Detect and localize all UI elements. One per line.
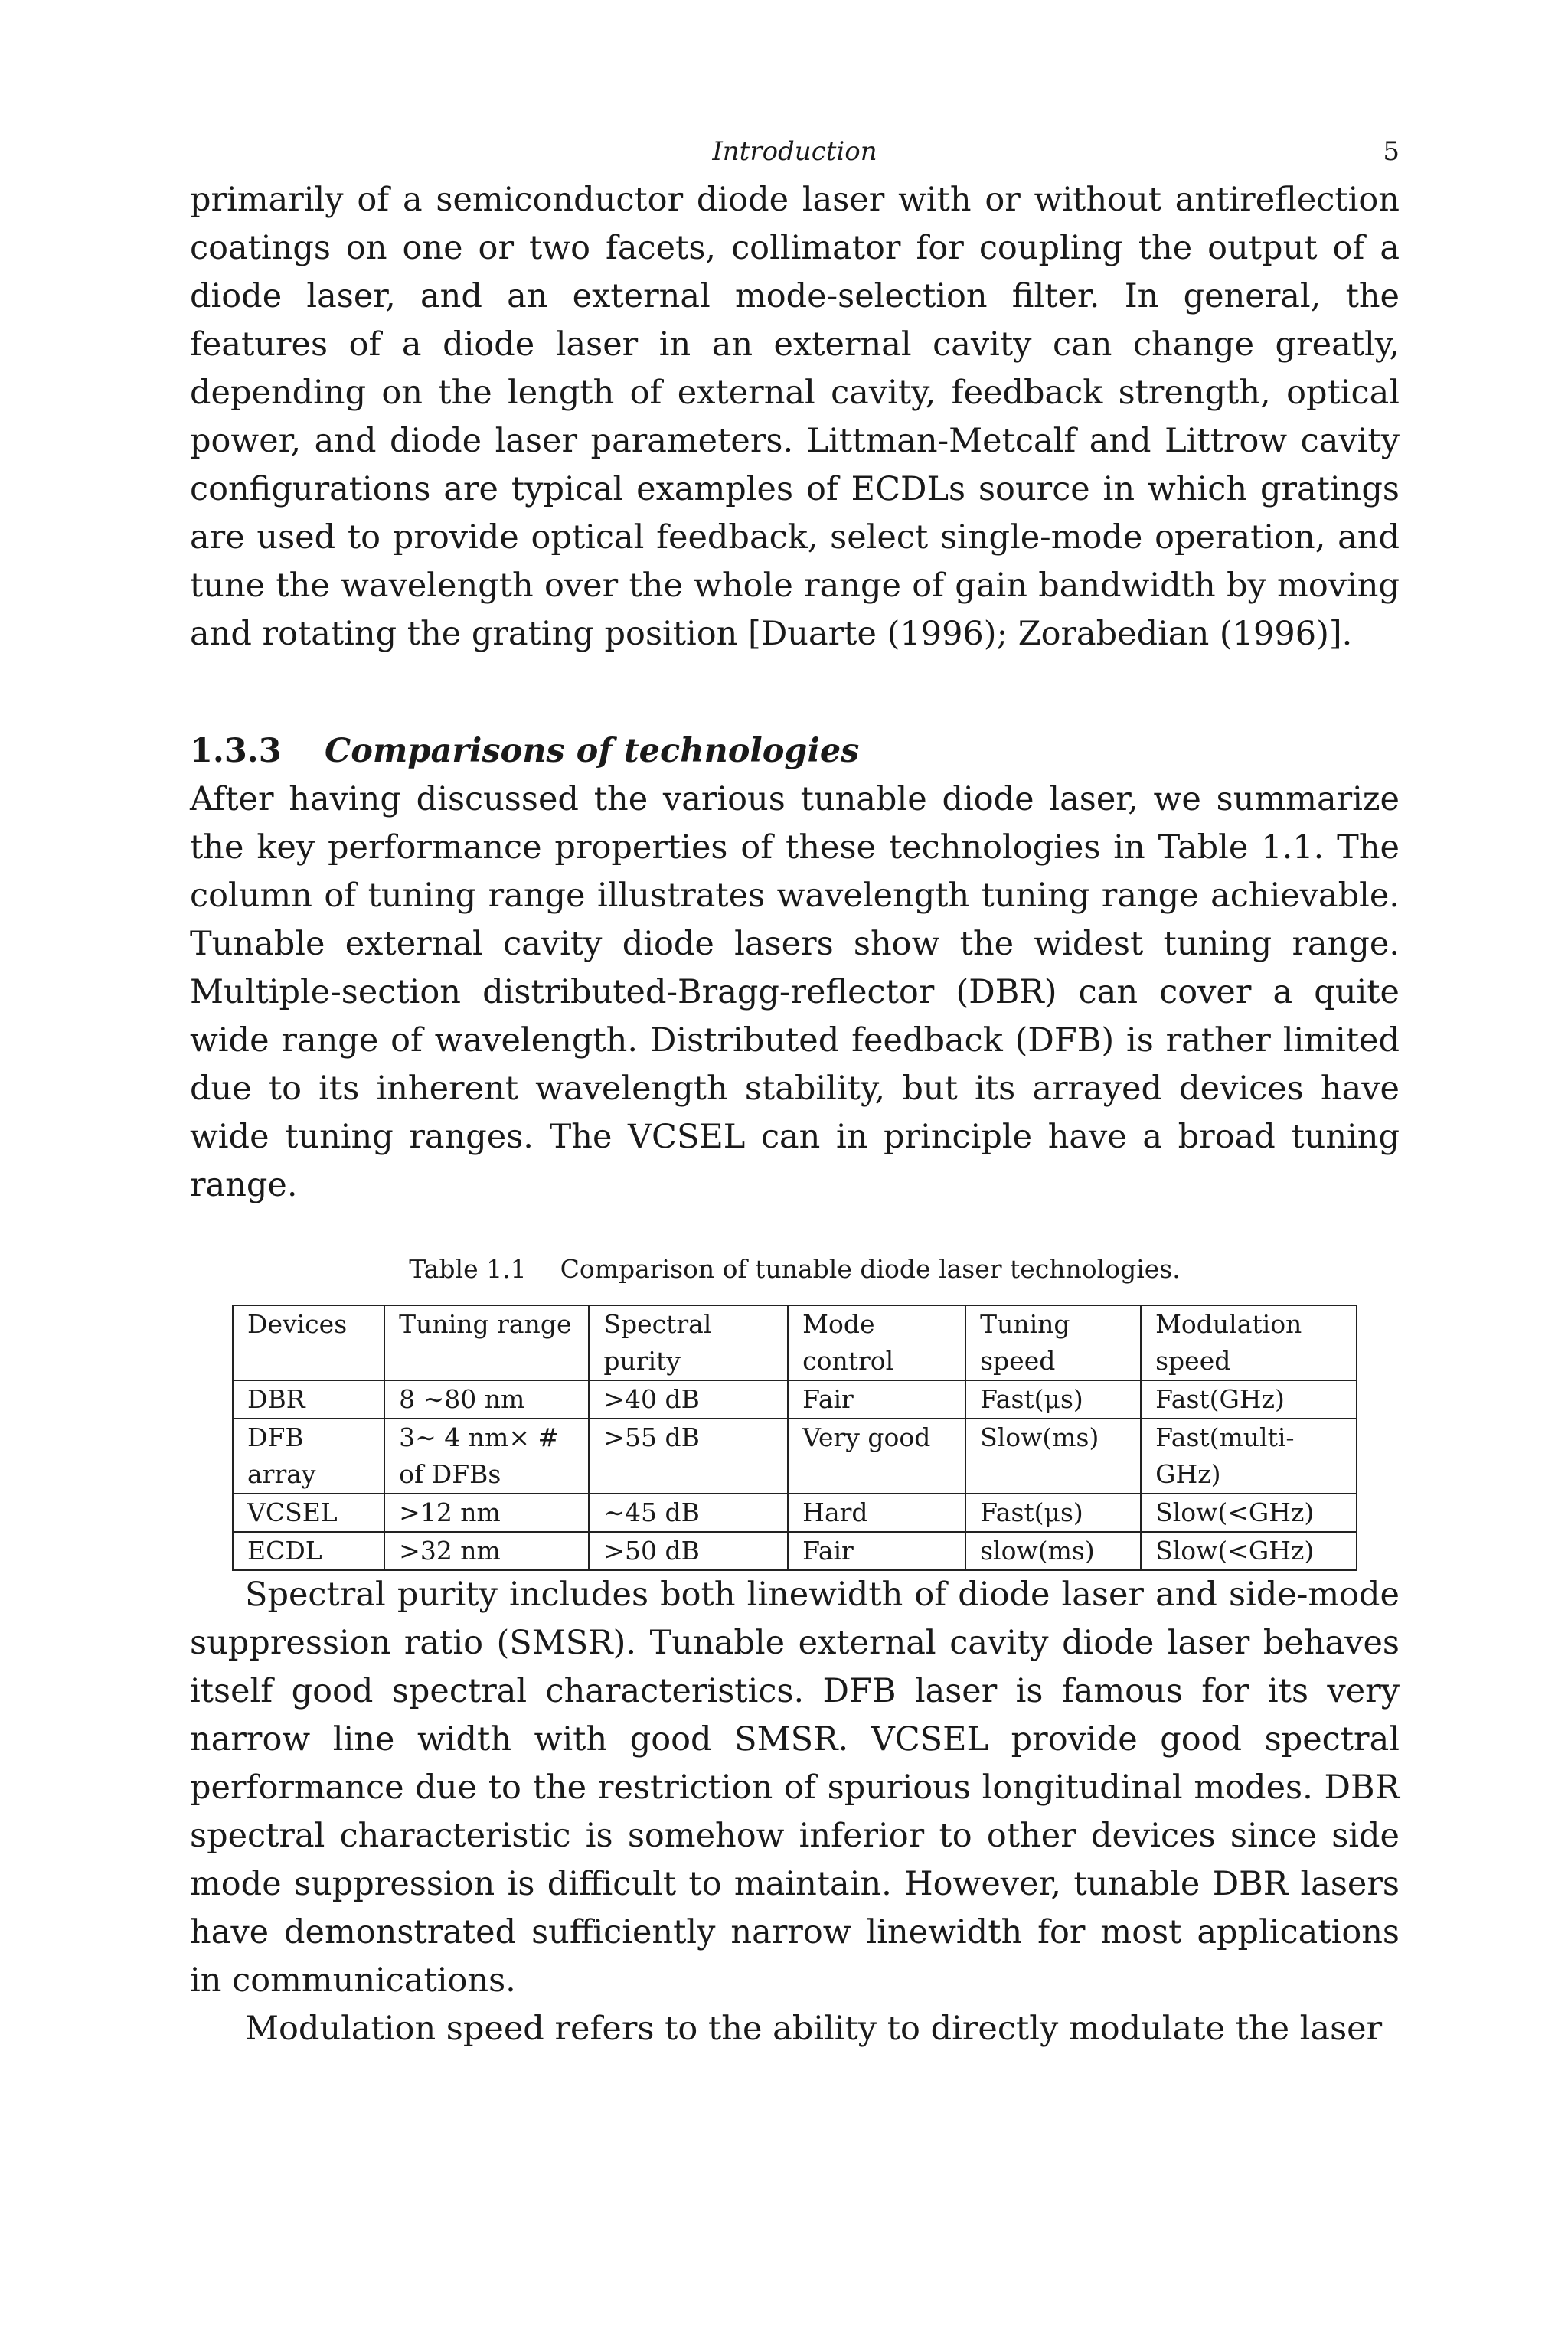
- header-devices: Devices: [233, 1305, 384, 1380]
- table-cell: VCSEL: [233, 1494, 384, 1532]
- header-tuning-range: Tuning range: [384, 1305, 589, 1380]
- header-mode-control: Mode control: [788, 1305, 965, 1380]
- table-cell: Fast(μs): [965, 1494, 1141, 1532]
- table-row: [233, 1380, 1357, 1419]
- table-cell: Slow(<GHz): [1141, 1532, 1357, 1570]
- page: [190, 130, 1400, 2053]
- table-caption-label: Table 1.1: [409, 1254, 527, 1284]
- paragraph-modulation-speed: Modulation speed refers to the ability to directly modulate the laser: [245, 2010, 1383, 2048]
- table-header-row: [233, 1305, 1357, 1380]
- table-cell: >55 dB: [589, 1419, 788, 1494]
- table-caption-text: Comparison of tunable diode laser technologies.: [560, 1254, 1181, 1284]
- table-cell: Slow(ms): [965, 1419, 1141, 1494]
- running-head-title: Introduction: [712, 136, 877, 167]
- paragraph-ecdl-description: primarily of a semiconductor diode laser with or without antireflection coatings on one or two facets, collimator for coupling the output of a diode laser, and an external mode-selection filter. In general, the features of a diode laser in an external cavity can change greatly, depending on the length of external cavity, feedback strength, optical power, and diode laser parameters. Littman-Metcalf and Littrow cavity configurations are typical examples of ECDLs source in which gratings are used to provide optical feedback, select single-mode operation, and tune the wavelength over the whole range of gain bandwidth by moving and rotating the grating position [Duarte (1996); Zorabedian (1996)].: [190, 181, 1400, 653]
- table-row: [233, 1419, 1357, 1494]
- table-cell: slow(ms): [965, 1532, 1141, 1570]
- header-spectral-purity: Spectral purity: [589, 1305, 788, 1380]
- table-cell: Very good: [788, 1419, 965, 1494]
- table-cell: Hard: [788, 1494, 965, 1532]
- table-cell: >32 nm: [384, 1532, 589, 1570]
- table-cell: Fair: [788, 1532, 965, 1570]
- table-cell: Slow(<GHz): [1141, 1494, 1357, 1532]
- table-cell: >40 dB: [589, 1380, 788, 1419]
- table-cell: 3∼ 4 nm× # of DFBs: [384, 1419, 589, 1494]
- table-cell: >12 nm: [384, 1494, 589, 1532]
- table-cell: ∼45 dB: [589, 1494, 788, 1532]
- section-number: 1.3.3: [190, 732, 282, 770]
- page-number: 5: [1383, 136, 1400, 167]
- paragraph-spectral-purity: Spectral purity includes both linewidth of diode laser and side-mode suppression ratio (SMSR). Tunable external cavity diode laser behaves itself good spectral characteristics. DFB laser is famous for its very narrow line width with good SMSR. VCSEL provide good spectral performance due to the restriction of spurious longitudinal modes. DBR spectral characteristic is somehow inferior to other devices since side mode suppression is difficult to maintain. However, tunable DBR lasers have demonstrated sufficiently narrow linewidth for most applications in communications.: [190, 1576, 1400, 2000]
- table-cell: >50 dB: [589, 1532, 788, 1570]
- table-cell: ECDL: [233, 1532, 384, 1570]
- header-tuning-speed: Tuning speed: [965, 1305, 1141, 1380]
- table-row: [233, 1494, 1357, 1532]
- table-cell: Fast(μs): [965, 1380, 1141, 1419]
- section-title: Comparisons of technologies: [325, 732, 860, 770]
- table-cell: DBR: [233, 1380, 384, 1419]
- paragraph-tuning-range: After having discussed the various tunable diode laser, we summarize the key performance properties of these technologies in Table 1.1. The column of tuning range illustrates wavelength tuning range achievable. Tunable external cavity diode lasers show the widest tuning range. Multiple-section distributed-Bragg-reflector (DBR) can cover a quite wide range of wavelength. Distributed feedback (DFB) is rather limited due to its inherent wavelength stability, but its arrayed devices have wide tuning ranges. The VCSEL can in principle have a broad tuning range.: [190, 780, 1400, 1204]
- running-head: [190, 130, 1400, 176]
- table-cell: Fast(multi-GHz): [1141, 1419, 1357, 1494]
- table-caption: [190, 1254, 1400, 1285]
- table-cell: 8 ∼80 nm: [384, 1380, 589, 1419]
- header-modulation-speed: Modulation speed: [1141, 1305, 1357, 1380]
- comparison-table: [232, 1305, 1357, 1571]
- table-cell: Fast(GHz): [1141, 1380, 1357, 1419]
- table-row: [233, 1532, 1357, 1570]
- section-heading: [190, 727, 1400, 776]
- table-cell: Fair: [788, 1380, 965, 1419]
- table-cell: DFB array: [233, 1419, 384, 1494]
